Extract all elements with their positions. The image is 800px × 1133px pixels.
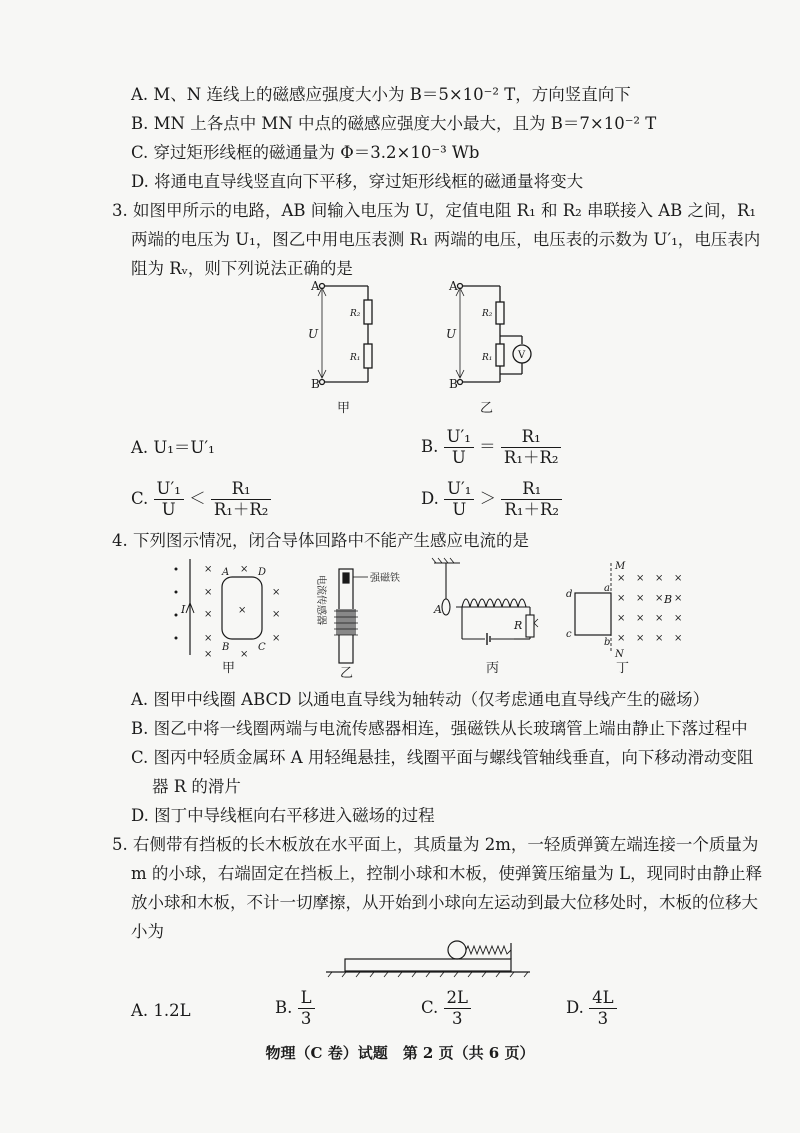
figure-ding-label-d: d — [566, 589, 573, 600]
svg-text:×: × — [674, 613, 683, 624]
q4-option-a: A. 图甲中线圈 ABCD 以通电直导线为轴转动（仅考虑通电直导线产生的磁场） — [131, 690, 710, 709]
q2-option-b: B. MN 上各点中 MN 中点的磁感应强度大小最大，且为 B＝7×10⁻² T — [131, 114, 657, 133]
figure-bing — [434, 563, 538, 639]
greater-than-sign: ＞ — [479, 489, 497, 508]
circuit-jia-label-U: U — [308, 327, 319, 341]
figure-bing-caption: 丙 — [486, 661, 500, 676]
figure-jia-label-D: D — [258, 567, 267, 578]
svg-text:×: × — [655, 573, 664, 584]
circuit-jia-label-A: A — [311, 279, 320, 293]
q4-option-c-line1: C. 图丙中轻质金属环 A 用轻绳悬挂，线圈平面与螺线管轴线垂直，向下移动滑动变阻 — [131, 748, 754, 767]
q4-option-d: D. 图丁中导线框向右平移进入磁场的过程 — [131, 806, 435, 825]
fraction-r1-over-sum — [501, 427, 562, 468]
svg-text:×: × — [204, 649, 213, 660]
figure-ding-label-B: B — [664, 593, 673, 606]
q3-option-d — [421, 479, 562, 520]
equals-sign: ＝ — [479, 437, 496, 456]
q4-option-b: B. 图乙中将一线圈两端与电流传感器相连，强磁铁从长玻璃管上端由静止下落过程中 — [131, 719, 748, 738]
figure-ding-label-N: N — [615, 649, 624, 660]
q3-circuit-figures — [0, 278, 800, 428]
frac-num: U′₁ — [444, 427, 474, 448]
frac-den: R₁＋R₂ — [213, 500, 269, 519]
circuit-jia-label-B: B — [311, 377, 320, 391]
q5-option-d-prefix: D. — [566, 998, 584, 1017]
figure-bing-label-A: A — [434, 603, 442, 616]
q5-stem-line2: m 的小球，右端固定在挡板上，控制小球和木板，使弹簧压缩量为 L，现同时由静止释 — [131, 864, 763, 883]
svg-text:×: × — [238, 605, 247, 616]
figure-ding-label-c: c — [566, 629, 572, 640]
q2-option-c: C. 穿过矩形线框的磁通量为 Φ＝3.2×10⁻³ Wb — [131, 143, 480, 162]
svg-text:×: × — [655, 613, 664, 624]
frac-num: L — [298, 988, 315, 1009]
figure-bing-hatch — [432, 558, 454, 563]
fraction-r1-over-sum — [501, 479, 562, 520]
q5-stem-line4: 小为 — [131, 922, 164, 941]
q5-stem-line1: 5. 右侧带有挡板的长木板放在水平面上，其质量为 2m，一轻质弹簧左端连接一个质量为 — [112, 835, 759, 854]
q3-stem-line1: 3. 如图甲所示的电路，AB 间输入电压为 U，定值电阻 R₁ 和 R₂ 串联接入 AB 之间，R₁ — [112, 201, 757, 220]
frac-den: R₁＋R₂ — [504, 500, 559, 519]
q5-option-c — [421, 988, 471, 1029]
q4-figures — [0, 555, 800, 685]
svg-text:×: × — [272, 609, 281, 620]
figure-yi-sensor-label: 电流传感器 — [315, 575, 326, 625]
svg-text:×: × — [674, 633, 683, 644]
frac-den: R₁＋R₂ — [503, 448, 559, 467]
q2-option-a: A. M、N 连线上的磁感应强度大小为 B＝5×10⁻² T，方向竖直向下 — [131, 85, 631, 104]
q3-option-b — [421, 427, 561, 468]
q2-option-d: D. 将通电直导线竖直向下平移，穿过矩形线框的磁通量将变大 — [131, 172, 584, 191]
circuit-jia-label-R1: R₁ — [350, 353, 361, 363]
q3-option-b-prefix: B. — [421, 437, 439, 456]
fraction-l-over-3 — [298, 988, 315, 1029]
frac-num: R₁ — [501, 479, 562, 500]
svg-text:×: × — [636, 633, 645, 644]
q5-option-a: A. 1.2L — [131, 1001, 191, 1020]
figure-jia-label-B: B — [222, 642, 230, 653]
frac-den: 3 — [300, 1009, 312, 1028]
figure-ding-label-a: a — [604, 583, 610, 594]
frac-num: 2L — [444, 988, 471, 1009]
q5-spring-board-figure — [0, 935, 800, 985]
frac-num: 4L — [589, 988, 616, 1009]
page-footer: 物理（C 卷）试题 第 2 页（共 6 页） — [265, 1044, 535, 1062]
less-than-sign: ＜ — [189, 489, 206, 508]
circuit-jia-label-R2: R₂ — [350, 309, 361, 319]
figure-ding-caption: 丁 — [616, 661, 630, 676]
frac-num: R₁ — [501, 427, 562, 448]
svg-text:×: × — [204, 633, 213, 644]
svg-text:×: × — [636, 593, 645, 604]
coil-winding — [336, 609, 356, 635]
q4-option-c-line2: 器 R 的滑片 — [152, 777, 241, 796]
circuit-jia-caption: 甲 — [337, 401, 351, 416]
figure-bing-label-R: R — [514, 619, 523, 632]
circuit-yi — [456, 284, 531, 385]
q4-stem: 4. 下列图示情况，闭合导体回路中不能产生感应电流的是 — [112, 531, 529, 550]
svg-text:×: × — [272, 587, 281, 598]
solenoid-coil — [462, 599, 526, 607]
figure-jia-label-I: I — [181, 603, 186, 616]
frac-num: U′₁ — [444, 479, 474, 500]
q5-option-c-prefix: C. — [421, 998, 439, 1017]
circuit-yi-label-R1: R₁ — [482, 353, 493, 363]
circuit-jia — [318, 284, 372, 385]
circuit-yi-caption: 乙 — [480, 401, 494, 416]
fraction-u1-over-u — [444, 479, 474, 520]
svg-text:×: × — [617, 573, 626, 584]
frac-den: U — [451, 448, 466, 467]
fraction-2l-over-3 — [444, 988, 471, 1029]
figure-yi-caption: 乙 — [340, 666, 354, 681]
svg-text:×: × — [655, 633, 664, 644]
q3-option-a: A. U₁＝U′₁ — [131, 438, 215, 457]
q5-stem-line3: 放小球和木板，不计一切摩擦，从开始到小球向左运动到最大位移处时，木板的位移大 — [131, 893, 758, 912]
q3-stem-line2: 两端的电压为 U₁，图乙中用电压表测 R₁ 两端的电压，电压表的示数为 U′₁，电压表内 — [131, 230, 761, 249]
figure-jia-caption: 甲 — [222, 661, 236, 676]
figure-jia-dots — [175, 568, 178, 640]
q3-stem-line3: 阻为 Rᵥ，则下列说法正确的是 — [131, 259, 353, 278]
figure-jia-label-C: C — [258, 642, 266, 653]
circuit-yi-label-U: U — [446, 327, 457, 341]
circuit-yi-label-R2: R₂ — [482, 309, 493, 319]
svg-text:×: × — [655, 593, 664, 604]
frac-den: U — [161, 500, 176, 519]
figure-jia-label-A: A — [222, 567, 230, 578]
q3-option-c — [131, 479, 271, 520]
figure-jia-crosses — [204, 564, 280, 660]
q5-option-b — [275, 988, 315, 1029]
frac-num: U′₁ — [154, 479, 184, 500]
svg-text:×: × — [674, 573, 683, 584]
svg-text:×: × — [617, 593, 626, 604]
fraction-u1-over-u — [444, 427, 474, 468]
figure-ding-crosses — [617, 573, 682, 644]
svg-text:×: × — [204, 564, 213, 575]
q5-option-d — [566, 988, 617, 1029]
fraction-4l-over-3 — [589, 988, 616, 1029]
svg-text:×: × — [674, 593, 683, 604]
frac-num: R₁ — [211, 479, 272, 500]
svg-text:×: × — [272, 633, 281, 644]
svg-text:×: × — [617, 613, 626, 624]
figure-ding-label-b: b — [604, 637, 611, 648]
frac-den: 3 — [597, 1009, 609, 1028]
q3-option-d-prefix: D. — [421, 489, 439, 508]
voltmeter-label: V — [518, 350, 526, 361]
circuit-yi-label-A: A — [449, 279, 458, 293]
frac-den: 3 — [452, 1009, 463, 1028]
circuit-yi-label-B: B — [449, 377, 458, 391]
figure-ding-label-M: M — [615, 561, 626, 572]
svg-text:×: × — [240, 564, 249, 575]
svg-text:×: × — [204, 609, 213, 620]
svg-text:×: × — [636, 613, 645, 624]
svg-text:×: × — [240, 649, 249, 660]
q3-option-c-prefix: C. — [131, 489, 149, 508]
figure-yi-magnet-label: 强磁铁 — [370, 573, 400, 584]
fraction-r1-over-sum — [211, 479, 272, 520]
fraction-u1-over-u — [154, 479, 184, 520]
battery-symbol — [487, 633, 490, 645]
q5-option-b-prefix: B. — [275, 998, 293, 1017]
svg-text:×: × — [204, 587, 213, 598]
svg-text:×: × — [617, 633, 626, 644]
svg-text:×: × — [636, 573, 645, 584]
frac-den: U — [452, 500, 467, 519]
